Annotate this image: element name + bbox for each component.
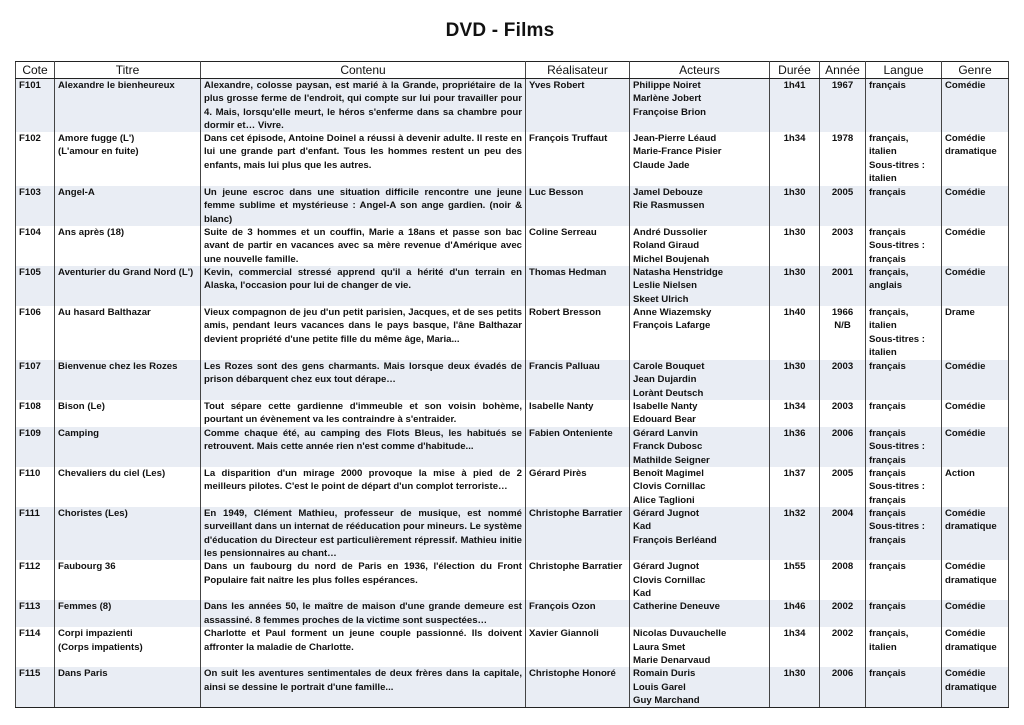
cell-duree: 1h36 — [770, 427, 820, 467]
cell-realisateur: Christophe Barratier — [526, 507, 630, 560]
cell-langue — [866, 226, 942, 266]
cell-cote: F105 — [16, 266, 55, 306]
cell-genre — [942, 186, 1009, 226]
cell-duree: 1h30 — [770, 226, 820, 266]
cell-duree: 1h30 — [770, 186, 820, 226]
cell-duree: 1h30 — [770, 266, 820, 306]
cell-acteurs — [630, 360, 770, 400]
genre-line: Drame — [945, 307, 975, 319]
langue-line: Sous-titres : — [869, 333, 925, 345]
cell-langue — [866, 600, 942, 627]
actor-name: Marie Denarvaud — [633, 654, 711, 666]
cell-genre — [942, 467, 1009, 507]
cell-contenu: Comme chaque été, au camping des Flots Bleus, les habitués se retrouvent. Mais cette année rien n'est comme d'habitude... — [201, 427, 526, 467]
cell-annee — [820, 226, 866, 266]
cell-acteurs — [630, 427, 770, 467]
actor-name: Nicolas Duvauchelle — [633, 628, 727, 640]
cell-cote: F103 — [16, 186, 55, 226]
titre-line: Femmes (8) — [58, 601, 112, 613]
cell-contenu: Alexandre, colosse paysan, est marié à la Grande, propriétaire de la plus grosse ferme de l'endroit, qui compte sur lui pour travailler pour 4. Mais, lorsqu'elle meurt, le héros s'enferme dans sa chambre pour dormir et… Vivre. — [201, 79, 526, 133]
cell-realisateur: Yves Robert — [526, 79, 630, 133]
cell-cote: F101 — [16, 79, 55, 133]
cell-realisateur: François Ozon — [526, 600, 630, 627]
cell-annee — [820, 266, 866, 306]
cell-duree: 1h34 — [770, 627, 820, 667]
cell-annee — [820, 467, 866, 507]
cell-cote: F108 — [16, 400, 55, 427]
cell-titre — [55, 600, 201, 627]
langue-line: Sous-titres : — [869, 441, 925, 453]
genre-line: Comédie — [945, 601, 986, 613]
genre-line: Comédie — [945, 561, 986, 573]
cell-langue — [866, 507, 942, 560]
langue-line: français — [869, 80, 906, 91]
langue-line: italien — [869, 146, 897, 158]
cell-genre — [942, 627, 1009, 667]
column-header-titre: Titre — [55, 62, 201, 79]
cell-annee — [820, 667, 866, 707]
actor-name: Gérard Jugnot — [633, 508, 700, 520]
langue-line: Sous-titres : — [869, 481, 925, 493]
titre-line: Bienvenue chez les Rozes — [58, 361, 178, 373]
annee-line: 2002 — [831, 628, 854, 640]
actor-name: Jean Dujardin — [633, 374, 697, 386]
column-header-duree: Durée — [770, 62, 820, 79]
cell-contenu: Vieux compagnon de jeu d'un petit parisien, Jacques, et de ses petits amis, pendant leurs vacances dans le pays basque, l'âne Balthazar devient propriété d'une petite fille du même âge, Maria... — [201, 306, 526, 360]
annee-line: 2003 — [831, 401, 854, 413]
langue-line: français — [869, 428, 906, 440]
table-row — [16, 79, 1009, 133]
genre-line: Comédie — [945, 227, 986, 239]
annee-line: 2003 — [831, 227, 854, 239]
cell-contenu: Les Rozes sont des gens charmants. Mais lorsque deux évadés de prison débarquent chez eux tout dérape… — [201, 360, 526, 400]
table-row — [16, 627, 1009, 667]
actor-name: Louis Garel — [633, 681, 686, 693]
annee-line: 1966 — [831, 307, 854, 319]
cell-titre — [55, 79, 201, 133]
langue-line: français, — [869, 307, 909, 319]
cell-genre — [942, 600, 1009, 627]
cell-realisateur: François Truffaut — [526, 132, 630, 186]
langue-line: français — [869, 534, 906, 546]
actor-name: Romain Duris — [633, 668, 696, 680]
cell-acteurs — [630, 132, 770, 186]
table-row — [16, 427, 1009, 467]
actor-name: Jean-Pierre Léaud — [633, 133, 717, 145]
genre-line: Comédie — [945, 401, 986, 413]
cell-titre — [55, 627, 201, 667]
table-row — [16, 507, 1009, 560]
actor-name: Clovis Cornillac — [633, 481, 706, 493]
cell-langue — [866, 560, 942, 600]
column-header-annee: Année — [820, 62, 866, 79]
table-row — [16, 132, 1009, 186]
cell-duree: 1h32 — [770, 507, 820, 560]
cell-realisateur: Isabelle Nanty — [526, 400, 630, 427]
cell-annee — [820, 400, 866, 427]
cell-langue — [866, 467, 942, 507]
cell-titre — [55, 226, 201, 266]
cell-acteurs — [630, 186, 770, 226]
cell-cote: F107 — [16, 360, 55, 400]
cell-titre — [55, 186, 201, 226]
cell-duree: 1h30 — [770, 667, 820, 707]
cell-acteurs — [630, 79, 770, 133]
genre-line: Comédie — [945, 267, 986, 279]
langue-line: français — [869, 253, 906, 265]
table-row — [16, 306, 1009, 360]
titre-line: Ans après (18) — [58, 227, 125, 239]
genre-line: Comédie — [945, 668, 986, 680]
cell-acteurs — [630, 560, 770, 600]
actor-name: Isabelle Nanty — [633, 401, 698, 413]
actor-name: Gérard Jugnot — [633, 561, 700, 573]
titre-line: Amore fugge (L') — [58, 133, 135, 145]
cell-langue — [866, 132, 942, 186]
cell-genre — [942, 400, 1009, 427]
cell-acteurs — [630, 226, 770, 266]
cell-annee — [820, 627, 866, 667]
genre-line: Comédie — [945, 628, 986, 640]
langue-line: Sous-titres : — [869, 521, 925, 533]
cell-annee — [820, 507, 866, 560]
cell-cote: F106 — [16, 306, 55, 360]
langue-line: italien — [869, 320, 897, 332]
column-header-acteurs: Acteurs — [630, 62, 770, 79]
table-row — [16, 467, 1009, 507]
langue-line: Sous-titres : — [869, 159, 925, 171]
titre-line: Dans Paris — [58, 668, 108, 680]
actor-name: André Dussolier — [633, 227, 708, 239]
actor-name: Mathilde Seigner — [633, 454, 710, 466]
titre-line: Faubourg 36 — [58, 561, 116, 573]
cell-realisateur: Francis Palluau — [526, 360, 630, 400]
table-header-row — [16, 62, 1009, 79]
actor-name: Rie Rasmussen — [633, 200, 705, 212]
langue-line: Sous-titres : — [869, 240, 925, 252]
actor-name: Alice Taglioni — [633, 494, 695, 506]
cell-annee — [820, 600, 866, 627]
actor-name: Kad — [633, 521, 652, 533]
titre-line: Aventurier du Grand Nord (L') — [58, 267, 194, 279]
annee-line: 2006 — [831, 668, 854, 680]
actor-name: François Lafarge — [633, 320, 711, 332]
cell-annee — [820, 186, 866, 226]
cell-titre — [55, 360, 201, 400]
cell-acteurs — [630, 266, 770, 306]
cell-realisateur: Coline Serreau — [526, 226, 630, 266]
actor-name: Franck Dubosc — [633, 441, 703, 453]
actor-name: Laura Smet — [633, 641, 686, 653]
cell-genre — [942, 507, 1009, 560]
langue-line: français — [869, 187, 906, 199]
cell-realisateur: Robert Bresson — [526, 306, 630, 360]
langue-line: français — [869, 227, 906, 239]
cell-genre — [942, 266, 1009, 306]
cell-cote: F102 — [16, 132, 55, 186]
genre-line: Action — [945, 468, 975, 480]
table-row — [16, 560, 1009, 600]
langue-line: français, — [869, 133, 909, 145]
cell-cote: F110 — [16, 467, 55, 507]
cell-titre — [55, 560, 201, 600]
cell-genre — [942, 79, 1009, 133]
cell-langue — [866, 266, 942, 306]
cell-duree: 1h40 — [770, 306, 820, 360]
cell-langue — [866, 400, 942, 427]
actor-name: Roland Giraud — [633, 240, 700, 252]
cell-genre — [942, 427, 1009, 467]
annee-line: 2005 — [831, 468, 854, 480]
cell-langue — [866, 427, 942, 467]
actor-name: Gérard Lanvin — [633, 428, 699, 440]
annee-line: N/B — [834, 320, 851, 332]
cell-cote: F114 — [16, 627, 55, 667]
cell-duree: 1h41 — [770, 79, 820, 133]
actor-name: François Berléand — [633, 534, 717, 546]
cell-langue — [866, 627, 942, 667]
langue-line: français, — [869, 267, 909, 279]
cell-realisateur: Luc Besson — [526, 186, 630, 226]
genre-line: Comédie — [945, 187, 986, 199]
cell-contenu: En 1949, Clément Mathieu, professeur de musique, est nommé surveillant dans un internat de rééducation pour mineurs. Le système d'éducation du Directeur est particulièrement répressif. Mathieu initie les pensionnaires au chant… — [201, 507, 526, 560]
annee-line: 2008 — [831, 561, 854, 573]
titre-line: Bison (Le) — [58, 401, 105, 413]
titre-line: Angel-A — [58, 187, 95, 199]
titre-line: Au hasard Balthazar — [58, 307, 151, 319]
table-row — [16, 266, 1009, 306]
cell-titre — [55, 507, 201, 560]
cell-langue — [866, 667, 942, 707]
column-header-realisateur: Réalisateur — [526, 62, 630, 79]
cell-annee — [820, 79, 866, 133]
cell-realisateur: Thomas Hedman — [526, 266, 630, 306]
annee-line: 2003 — [831, 361, 854, 373]
cell-genre — [942, 132, 1009, 186]
cell-genre — [942, 667, 1009, 707]
langue-line: italien — [869, 173, 897, 185]
cell-acteurs — [630, 627, 770, 667]
actor-name: Natasha Henstridge — [633, 267, 724, 279]
actor-name: Philippe Noiret — [633, 80, 701, 91]
cell-titre — [55, 427, 201, 467]
page-title: DVD - Films — [445, 20, 555, 41]
langue-line: français — [869, 601, 906, 613]
cell-contenu: Dans cet épisode, Antoine Doinel a réussi à devenir adulte. Il reste en lui une grande part d'enfant. Tous les hommes restent un peu des enfants, mais lui plus que les autres. — [201, 132, 526, 186]
cell-annee — [820, 427, 866, 467]
cell-contenu: La disparition d'un mirage 2000 provoque la mise à pied de 2 meilleurs pilotes. C'est le point de départ d'un complot terroriste… — [201, 467, 526, 507]
genre-line: Comédie — [945, 428, 986, 440]
column-header-langue: Langue — [866, 62, 942, 79]
actor-name: Catherine Deneuve — [633, 601, 720, 613]
langue-line: italien — [869, 641, 897, 653]
titre-line: Chevaliers du ciel (Les) — [58, 468, 166, 480]
annee-line: 2006 — [831, 428, 854, 440]
films-table-body — [16, 79, 1009, 708]
cell-titre — [55, 400, 201, 427]
actor-name: Kad — [633, 587, 652, 599]
langue-line: français — [869, 361, 906, 373]
langue-line: français, — [869, 628, 909, 640]
cell-cote: F111 — [16, 507, 55, 560]
annee-line: 2004 — [831, 508, 854, 520]
titre-line: (L'amour en fuite) — [58, 146, 139, 158]
langue-line: français — [869, 508, 906, 520]
cell-contenu: Tout sépare cette gardienne d'immeuble et son voisin bohème, pourtant un évènement va les contraindre à s'entraider. — [201, 400, 526, 427]
cell-contenu: Un jeune escroc dans une situation difficile rencontre une jeune femme sublime et mystérieuse : Angel-A son ange gardien. (noir & blanc) — [201, 186, 526, 226]
genre-line: Comédie — [945, 361, 986, 373]
cell-acteurs — [630, 306, 770, 360]
cell-duree: 1h46 — [770, 600, 820, 627]
cell-contenu: Charlotte et Paul forment un jeune couple passionné. Ils doivent affronter la maladie de Charlotte. — [201, 627, 526, 667]
actor-name: Marie-France Pisier — [633, 146, 722, 158]
langue-line: français — [869, 561, 906, 573]
cell-annee — [820, 306, 866, 360]
cell-duree: 1h30 — [770, 360, 820, 400]
actor-name: Edouard Bear — [633, 414, 696, 426]
cell-contenu: Dans un faubourg du nord de Paris en 1936, l'élection du Front Populaire fait naître les plus folles espérances. — [201, 560, 526, 600]
table-row — [16, 600, 1009, 627]
actor-name: Claude Jade — [633, 159, 690, 171]
cell-cote: F115 — [16, 667, 55, 707]
genre-line: dramatique — [945, 681, 997, 693]
cell-langue — [866, 79, 942, 133]
cell-annee — [820, 560, 866, 600]
titre-line: Camping — [58, 428, 100, 440]
cell-titre — [55, 467, 201, 507]
cell-langue — [866, 360, 942, 400]
cell-realisateur: Fabien Onteniente — [526, 427, 630, 467]
cell-genre — [942, 560, 1009, 600]
titre-line: Corpi impazienti — [58, 628, 133, 640]
genre-line: Comédie — [945, 80, 986, 91]
annee-line: 2005 — [831, 187, 854, 199]
genre-line: dramatique — [945, 521, 997, 533]
actor-name: Benoît Magimel — [633, 468, 704, 480]
cell-duree: 1h34 — [770, 400, 820, 427]
cell-genre — [942, 306, 1009, 360]
cell-contenu: Kevin, commercial stressé apprend qu'il a hérité d'un terrain en Alaska, l'occasion pour lui de changer de vie. — [201, 266, 526, 306]
actor-name: Carole Bouquet — [633, 361, 705, 373]
table-row — [16, 360, 1009, 400]
cell-contenu: On suit les aventures sentimentales de deux frères dans la capitale, ainsi se dessine le portrait d'une famille... — [201, 667, 526, 707]
table-row — [16, 226, 1009, 266]
langue-line: français — [869, 494, 906, 506]
cell-realisateur: Christophe Honoré — [526, 667, 630, 707]
films-table — [15, 61, 1009, 708]
cell-duree: 1h37 — [770, 467, 820, 507]
cell-annee — [820, 132, 866, 186]
cell-contenu: Dans les années 50, le maître de maison d'une grande demeure est assassiné. 8 femmes proches de la victime sont suspectées… — [201, 600, 526, 627]
langue-line: français — [869, 668, 906, 680]
langue-line: français — [869, 401, 906, 413]
titre-line: Alexandre le bienheureux — [58, 80, 175, 91]
annee-line: 1978 — [831, 133, 854, 145]
cell-duree: 1h34 — [770, 132, 820, 186]
genre-line: Comédie — [945, 133, 986, 145]
cell-titre — [55, 306, 201, 360]
genre-line: dramatique — [945, 146, 997, 158]
cell-acteurs — [630, 600, 770, 627]
cell-acteurs — [630, 507, 770, 560]
cell-langue — [866, 186, 942, 226]
actor-name: Lorànt Deutsch — [633, 387, 704, 399]
annee-line: 2001 — [831, 267, 854, 279]
titre-line: Choristes (Les) — [58, 508, 128, 520]
cell-cote: F112 — [16, 560, 55, 600]
genre-line: dramatique — [945, 641, 997, 653]
annee-line: 2002 — [831, 601, 854, 613]
genre-line: dramatique — [945, 574, 997, 586]
cell-cote: F109 — [16, 427, 55, 467]
cell-acteurs — [630, 400, 770, 427]
column-header-cote: Cote — [16, 62, 55, 79]
cell-titre — [55, 266, 201, 306]
cell-realisateur: Xavier Giannoli — [526, 627, 630, 667]
table-row — [16, 667, 1009, 707]
actor-name: Marlène Jobert — [633, 93, 702, 105]
table-row — [16, 186, 1009, 226]
actor-name: Michel Boujenah — [633, 253, 710, 265]
cell-contenu: Suite de 3 hommes et un couffin, Marie a 18ans et passe son bac avant de partir en vacances avec sa mère revenue d'Amérique avec une nouvelle famille. — [201, 226, 526, 266]
cell-genre — [942, 360, 1009, 400]
titre-line: (Corps impatients) — [58, 641, 143, 653]
cell-langue — [866, 306, 942, 360]
column-header-genre: Genre — [942, 62, 1009, 79]
cell-annee — [820, 360, 866, 400]
cell-cote: F104 — [16, 226, 55, 266]
langue-line: français — [869, 454, 906, 466]
table-row — [16, 400, 1009, 427]
langue-line: italien — [869, 347, 897, 359]
cell-titre — [55, 132, 201, 186]
actor-name: Jamel Debouze — [633, 187, 703, 199]
langue-line: anglais — [869, 280, 903, 292]
cell-cote: F113 — [16, 600, 55, 627]
cell-acteurs — [630, 467, 770, 507]
actor-name: Skeet Ulrich — [633, 293, 689, 305]
cell-acteurs — [630, 667, 770, 707]
actor-name: Anne Wiazemsky — [633, 307, 712, 319]
column-header-contenu: Contenu — [201, 62, 526, 79]
actor-name: Clovis Cornillac — [633, 574, 706, 586]
cell-realisateur: Gérard Pirès — [526, 467, 630, 507]
cell-genre — [942, 226, 1009, 266]
annee-line: 1967 — [831, 80, 854, 91]
actor-name: Guy Marchand — [633, 694, 700, 706]
langue-line: français — [869, 468, 906, 480]
actor-name: Leslie Nielsen — [633, 280, 697, 292]
genre-line: Comédie — [945, 508, 986, 520]
cell-duree: 1h55 — [770, 560, 820, 600]
cell-titre — [55, 667, 201, 707]
cell-realisateur: Christophe Barratier — [526, 560, 630, 600]
actor-name: Françoise Brion — [633, 106, 707, 118]
